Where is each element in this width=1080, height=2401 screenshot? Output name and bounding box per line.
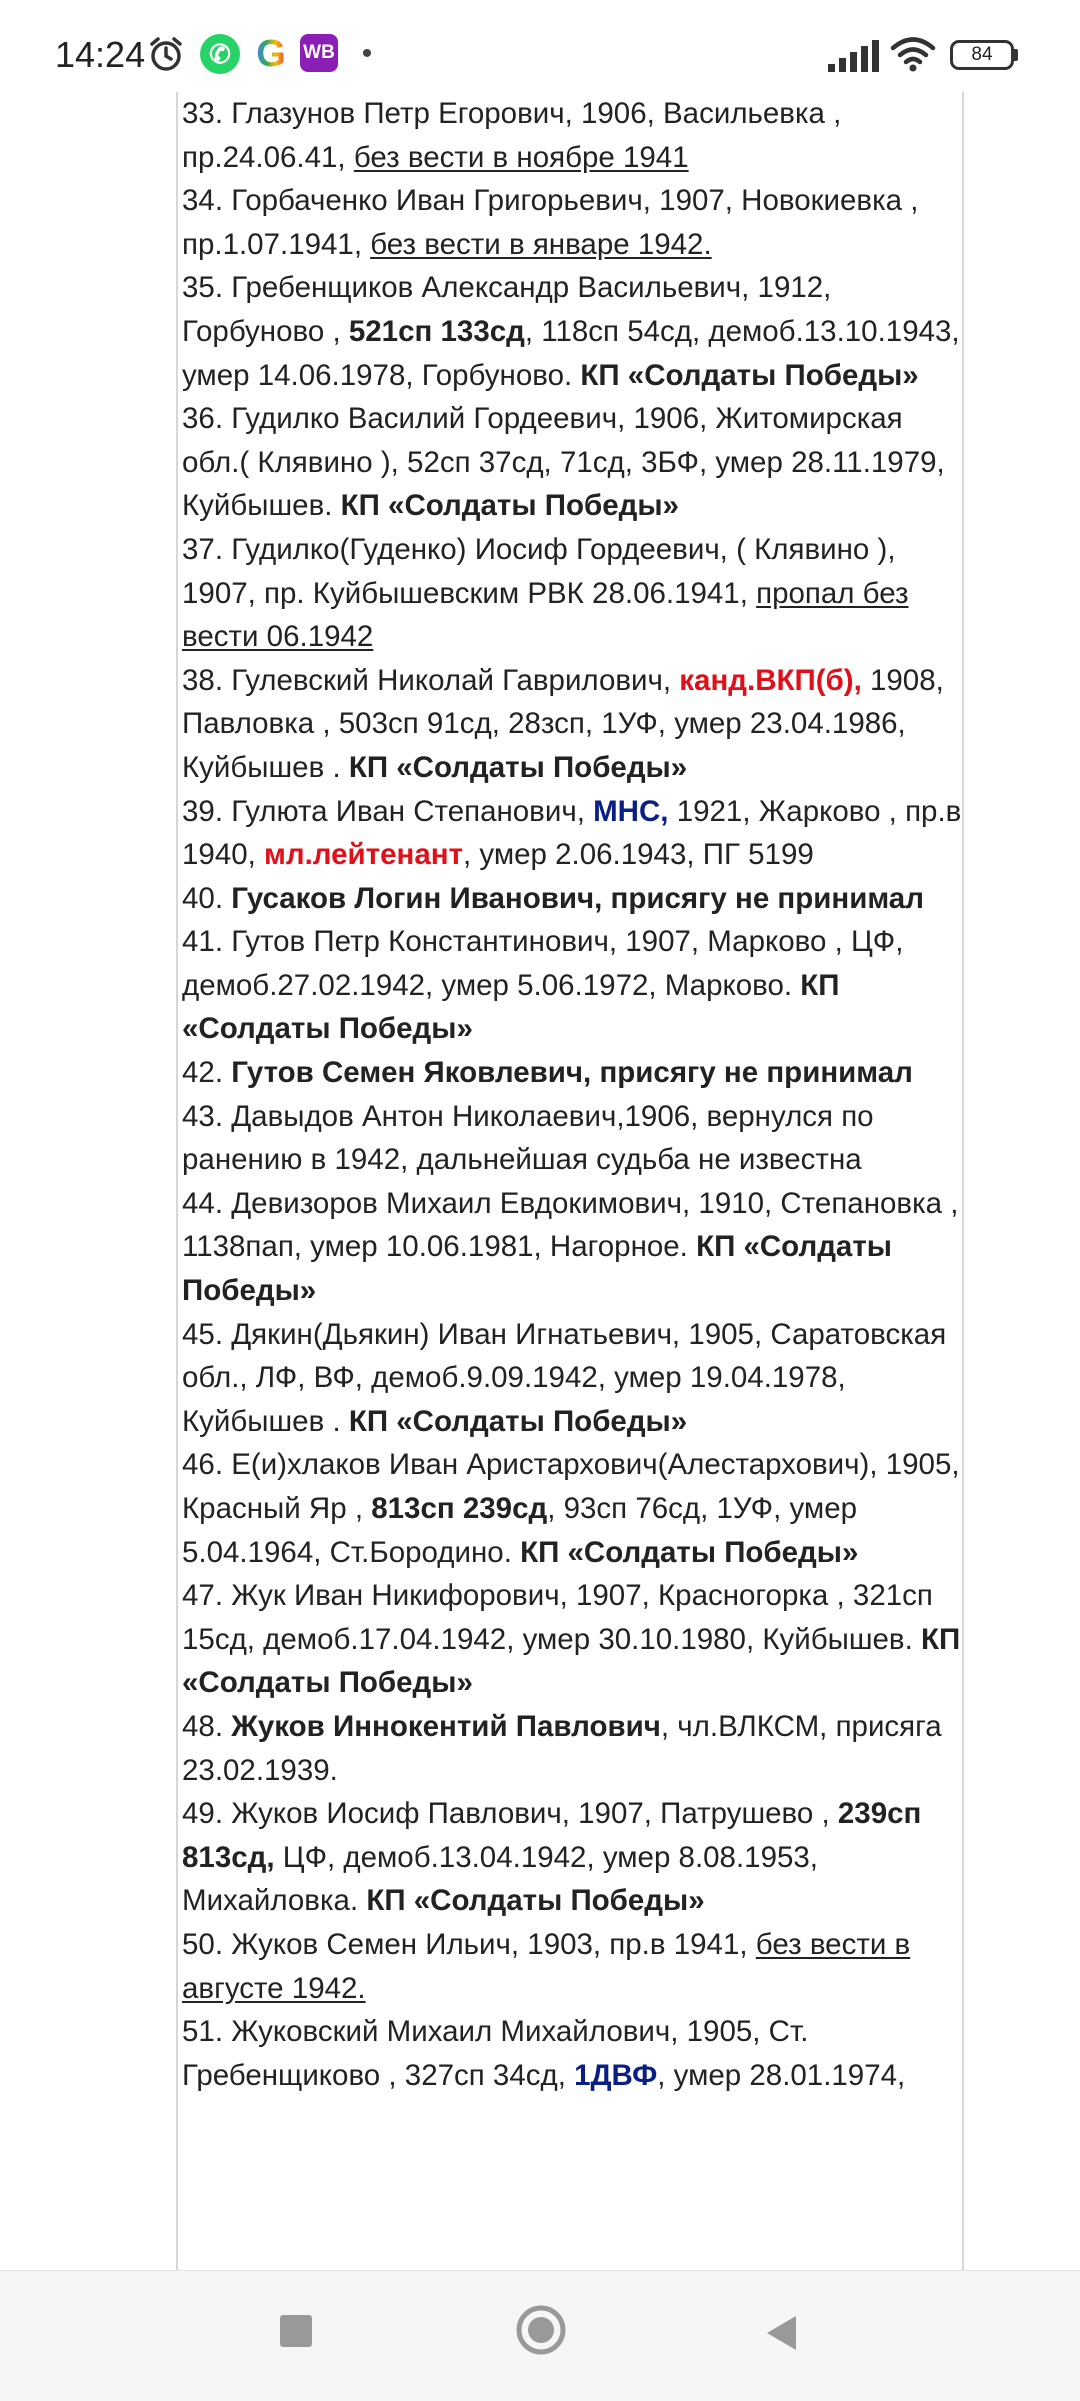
- list-item: [182, 1095, 962, 1182]
- page-content[interactable]: [0, 92, 1080, 2270]
- list-item: [182, 2010, 962, 2097]
- battery-level: 84: [971, 44, 993, 65]
- google-glyph: G: [256, 32, 286, 75]
- entry-highlight-text: КП «Солдаты Победы»: [340, 489, 679, 523]
- list-item: [182, 790, 962, 877]
- entry-text: 36. Гудилко Василий Гордеевич, 1906, Житомирская обл.( Клявино ), 52сп 37сд, 71сд, 3БФ, умер 28.11.1979, Куйбышев.: [182, 402, 945, 523]
- entry-highlight-text: КП «Солдаты Победы»: [520, 1535, 859, 1569]
- list-item: [182, 1182, 962, 1313]
- entry-text: 48.: [182, 1709, 232, 1743]
- list-item: [182, 1051, 962, 1095]
- entry-highlight-text: Гусаков Логин Иванович, присягу не принимал: [231, 881, 924, 915]
- entry-text: 34. Горбаченко Иван Григорьевич, 1907, Новокиевка , пр.1.07.1941,: [182, 184, 919, 261]
- entry-highlight-text: 239сп 813сд,: [182, 1797, 922, 1874]
- status-time: 14:24: [55, 34, 146, 75]
- list-item: [182, 528, 962, 659]
- entry-text: 35. Гребенщиков Александр Васильевич, 1912, Горбуново ,: [182, 271, 832, 348]
- home-circle-icon[interactable]: [514, 2303, 568, 2357]
- list-item: [182, 877, 962, 921]
- entry-text: 1921, Жарково , пр.в 1940,: [182, 794, 962, 872]
- list-item: [182, 920, 962, 1051]
- entry-highlight-text: 521сп 133сд: [348, 314, 525, 348]
- list-item: [182, 1313, 962, 1444]
- battery-icon: [950, 40, 1014, 70]
- list-item: [182, 1792, 962, 1923]
- entry-underlined-text: без вести в августе 1942.: [182, 1927, 911, 2005]
- entry-text: 38. Гулевский Николай Гаврилович,: [182, 663, 680, 697]
- recents-square-icon[interactable]: [276, 2311, 316, 2351]
- entry-highlight-text: КП «Солдаты Победы»: [366, 1884, 705, 1918]
- entry-highlight-text: КП «Солдаты Победы»: [182, 1230, 892, 1308]
- wifi-icon: [890, 34, 936, 74]
- entry-text: 33. Глазунов Петр Егорович, 1906, Васильевка , пр.24.06.41,: [182, 97, 842, 174]
- entry-text: 1908, Павловка , 503сп 91сд, 28зсп, 1УФ, умер 23.04.1986, Куйбышев .: [182, 663, 944, 784]
- table-right-border: [962, 92, 964, 2270]
- list-item: [182, 1705, 962, 1792]
- table-left-border: [176, 92, 178, 2270]
- entry-text: 40.: [182, 881, 232, 915]
- entry-highlight-text: МНС,: [593, 794, 669, 828]
- google-icon: [251, 34, 291, 74]
- entry-highlight-text: Жуков Иннокентий Павлович: [231, 1709, 661, 1743]
- entry-underlined-text: пропал без вести 06.1942: [182, 576, 909, 654]
- entry-highlight-text: КП «Солдаты Победы»: [182, 968, 840, 1046]
- entry-text: 42.: [182, 1056, 232, 1090]
- entry-text: 39. Гулюта Иван Степанович,: [182, 794, 594, 828]
- entry-highlight-text: КП «Солдаты Победы»: [182, 1622, 961, 1700]
- entry-highlight-text: КП «Солдаты Победы»: [580, 358, 919, 392]
- entry-text: , 118сп 54сд, демоб.13.10.1943, умер 14.06.1978, Горбуново.: [182, 314, 960, 392]
- signal-icon: [826, 36, 882, 76]
- list-item: [182, 266, 962, 397]
- entry-text: , умер 2.06.1943, ПГ 5199: [463, 838, 814, 872]
- entry-highlight-text: КП «Солдаты Победы»: [348, 1404, 688, 1438]
- entry-text: 49. Жуков Иосиф Павлович, 1907, Патрушево ,: [182, 1797, 838, 1831]
- entry-text: 47. Жук Иван Никифорович, 1907, Красногорка , 321сп 15сд, демоб.17.04.1942, умер 30.10.1980, Куйбышев.: [182, 1579, 933, 1656]
- list-item: [182, 1574, 962, 1705]
- back-triangle-icon[interactable]: [760, 2311, 804, 2355]
- entry-text: 44. Девизоров Михаил Евдокимович, 1910, Степановка , 1138пап, умер 10.06.1981, Нагорное.: [182, 1186, 959, 1264]
- entry-text: 43. Давыдов Антон Николаевич,1906, вернулся по ранению в 1942, дальнейшая судьба не известна: [182, 1099, 874, 1177]
- entry-text: , чл.ВЛКСМ, присяга 23.02.1939.: [182, 1709, 942, 1787]
- list-item: [182, 397, 962, 528]
- alarm-icon: [146, 34, 186, 74]
- entry-text: , умер 28.01.1974,: [657, 2058, 906, 2092]
- list-item: [182, 179, 962, 266]
- battery-tip: [1014, 49, 1018, 61]
- entry-text: 45. Дякин(Дьякин) Иван Игнатьевич, 1905, Саратовская обл., ЛФ, ВФ, демоб.9.09.1942, умер 19.04.1978, Куйбышев .: [182, 1317, 947, 1438]
- dot-icon: •: [361, 37, 373, 70]
- entry-highlight-text: КП «Солдаты Победы»: [348, 750, 688, 784]
- navigation-bar: [0, 2270, 1080, 2401]
- list-item: [182, 1923, 962, 2010]
- wildberries-icon: WB: [300, 34, 338, 72]
- entry-highlight-text: канд.ВКП(б),: [679, 663, 862, 697]
- list-item: [182, 659, 962, 790]
- entry-text: 51. Жуковский Михаил Михайлович, 1905, Ст. Гребенщиково , 327сп 34сд,: [182, 2015, 809, 2092]
- list-item: [182, 92, 962, 179]
- entry-text: 37. Гудилко(Гуденко) Иосиф Гордеевич, ( Клявино ), 1907, пр. Куйбышевским РВК 28.06.1941,: [182, 532, 896, 610]
- entry-underlined-text: без вести в ноябре 1941: [353, 140, 689, 174]
- entry-highlight-text: Гутов Семен Яковлевич, присягу не принимал: [231, 1056, 913, 1090]
- list-item: [182, 1443, 962, 1574]
- entry-highlight-text: мл.лейтенант: [264, 838, 464, 872]
- entry-highlight-text: 813сп 239сд: [371, 1492, 548, 1525]
- whatsapp-icon: ✆: [200, 34, 240, 74]
- entry-highlight-text: 1ДВФ: [574, 2058, 658, 2092]
- soldier-list: [182, 92, 962, 2097]
- entry-text: 41. Гутов Петр Константинович, 1907, Марково , ЦФ, демоб.27.02.1942, умер 5.06.1972, Марково.: [182, 925, 904, 1002]
- entry-text: ЦФ, демоб.13.04.1942, умер 8.08.1953, Михайловка.: [182, 1840, 818, 1918]
- entry-text: , 93сп 76сд, 1УФ, умер 5.04.1964, Ст.Бородино.: [182, 1492, 858, 1569]
- entry-text: 46. Е(и)хлаков Иван Аристархович(Алестархович), 1905, Красный Яр ,: [182, 1448, 960, 1525]
- entry-underlined-text: без вести в январе 1942.: [370, 227, 712, 261]
- entry-text: 50. Жуков Семен Ильич, 1903, пр.в 1941,: [182, 1927, 756, 1961]
